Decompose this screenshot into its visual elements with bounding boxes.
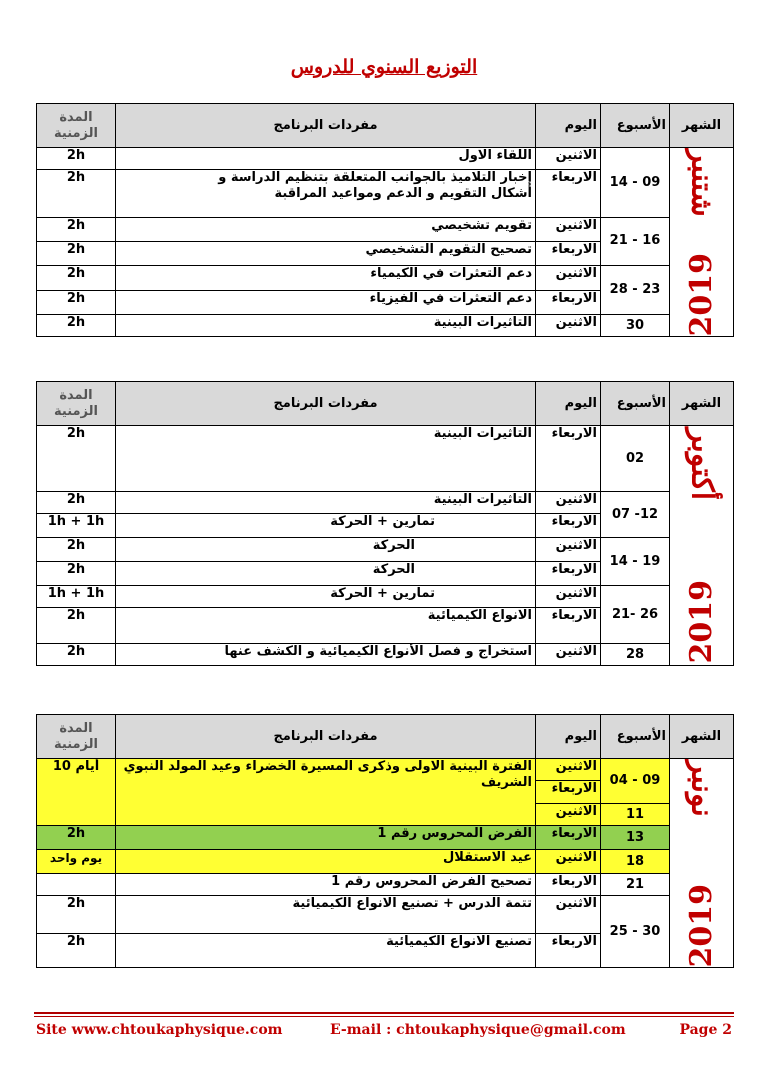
header-month: الشهر	[670, 104, 734, 148]
header-week: الأسبوع	[601, 104, 670, 148]
duration-cell: 2h	[37, 426, 116, 492]
duration-cell: 2h	[37, 644, 116, 666]
day-cell: الاربعاء	[536, 934, 601, 968]
duration-cell: 2h	[37, 492, 116, 514]
month-year: 2019	[683, 883, 719, 967]
program-cell: تصحيح الفرض المحروس رقم 1	[116, 874, 536, 896]
program-cell: دعم التعثرات في الكيمياء	[116, 265, 536, 291]
week-cell: 30	[601, 315, 670, 337]
table-row	[37, 826, 734, 850]
day-cell: الاثنين	[536, 538, 601, 562]
program-cell: الانواع الكيميائية	[116, 608, 536, 644]
program-cell: تمارين + الحركة	[116, 586, 536, 608]
week-cell: 25 - 30	[601, 896, 670, 968]
week-cell: 28 - 23	[601, 265, 670, 315]
week-cell: 21	[601, 874, 670, 896]
day-cell: الاثنين	[536, 850, 601, 874]
program-cell: تقويم تشخيصي	[116, 218, 536, 242]
table-header-row	[37, 382, 734, 426]
table-row	[37, 850, 734, 874]
week-cell: 02	[601, 426, 670, 492]
month-year: 2019	[683, 252, 719, 336]
header-month: الشهر	[670, 382, 734, 426]
table-row	[37, 896, 734, 934]
table-row	[37, 148, 734, 170]
week-cell: 04 - 09	[601, 759, 670, 804]
page-title: التوزيع السنوي للدروس	[290, 56, 478, 78]
day-cell: الاثنين	[536, 492, 601, 514]
september-table	[36, 103, 734, 337]
table-row	[37, 644, 734, 666]
day-cell: الاربعاء	[536, 426, 601, 492]
header-day: اليوم	[536, 382, 601, 426]
header-program: مفردات البرنامج	[116, 715, 536, 759]
week-cell: 21- 26	[601, 586, 670, 644]
program-cell: إخبار التلاميذ بالجوانب المتعلقة بتنظيم الدراسة و أشكال التقويم و الدعم ومواعيد المراقبة	[116, 170, 536, 218]
program-cell: التاثيرات البينية	[116, 426, 536, 492]
month-cell	[670, 426, 734, 666]
table-header-row	[37, 715, 734, 759]
table-row	[37, 426, 734, 492]
day-cell: الاثنين	[536, 315, 601, 337]
day-cell: الاربعاء	[536, 608, 601, 644]
header-day: اليوم	[536, 104, 601, 148]
footer-divider	[34, 1012, 734, 1014]
program-cell: الحركة	[116, 538, 536, 562]
program-cell: التاثيرات البينية	[116, 492, 536, 514]
november-table	[36, 714, 734, 968]
day-cell: الاثنين	[536, 644, 601, 666]
day-cell: الاربعاء	[536, 874, 601, 896]
header-week: الأسبوع	[601, 382, 670, 426]
duration-cell: 1h + 1h	[37, 514, 116, 538]
header-week: الأسبوع	[601, 715, 670, 759]
month-name: أكتوبر	[684, 427, 720, 500]
duration-cell: 2h	[37, 148, 116, 170]
day-cell: الاثنين	[536, 804, 601, 826]
program-cell: تصنيع الانواع الكيميائية	[116, 934, 536, 968]
month-name: شتنبر	[684, 148, 720, 217]
day-cell: الاثنين	[536, 265, 601, 291]
program-cell: الفرض المحروس رقم 1	[116, 826, 536, 850]
day-cell: الاربعاء	[536, 781, 601, 804]
duration-cell	[37, 874, 116, 896]
week-cell: 28	[601, 644, 670, 666]
duration-cell: 2h	[37, 315, 116, 337]
header-duration: المدة الزمنية	[37, 715, 116, 759]
day-cell: الاثنين	[536, 759, 601, 781]
duration-cell: 2h	[37, 265, 116, 291]
week-cell: 18	[601, 850, 670, 874]
duration-cell: 10 أيام	[37, 759, 116, 826]
program-cell: دعم التعثرات في الفيزياء	[116, 291, 536, 315]
table-row	[37, 874, 734, 896]
duration-cell: 2h	[37, 218, 116, 242]
day-cell: الاثنين	[536, 218, 601, 242]
duration-cell: 2h	[37, 538, 116, 562]
duration-cell: 2h	[37, 608, 116, 644]
duration-cell: 2h	[37, 170, 116, 218]
header-month: الشهر	[670, 715, 734, 759]
duration-cell: يوم واحد	[37, 850, 116, 874]
october-table	[36, 381, 734, 666]
program-cell: تصحيح التقويم التشخيصي	[116, 241, 536, 265]
program-cell: تتمة الدرس + تصنيع الانواع الكيميائية	[116, 896, 536, 934]
duration-cell: 2h	[37, 291, 116, 315]
footer-page-number: Page 2	[679, 1022, 732, 1038]
day-cell: الاربعاء	[536, 170, 601, 218]
day-cell: الاثنين	[536, 148, 601, 170]
table-row	[37, 492, 734, 514]
week-cell: 13	[601, 826, 670, 850]
month-year: 2019	[683, 580, 719, 664]
program-cell: الحركة	[116, 562, 536, 586]
week-cell: 07 -12	[601, 492, 670, 538]
day-cell: الاربعاء	[536, 241, 601, 265]
week-cell: 14 - 09	[601, 148, 670, 218]
program-cell: تمارين + الحركة	[116, 514, 536, 538]
day-cell: الاربعاء	[536, 826, 601, 850]
header-duration: المدة الزمنية	[37, 104, 116, 148]
footer-email-link[interactable]: E-mail : chtoukaphysique@gmail.com	[330, 1022, 626, 1038]
day-cell: الاربعاء	[536, 562, 601, 586]
footer-site-link[interactable]: Site www.chtoukaphysique.com	[36, 1022, 283, 1038]
week-cell: 21 - 16	[601, 218, 670, 266]
day-cell: الاثنين	[536, 586, 601, 608]
duration-cell: 2h	[37, 934, 116, 968]
table-row	[37, 265, 734, 291]
month-name: نونبر	[684, 759, 720, 817]
duration-cell: 2h	[37, 826, 116, 850]
program-cell: عيد الاستقلال	[116, 850, 536, 874]
table-row	[37, 586, 734, 608]
table-row	[37, 315, 734, 337]
day-cell: الاربعاء	[536, 514, 601, 538]
duration-cell: 2h	[37, 241, 116, 265]
program-cell: استخراج و فصل الأنواع الكيميائية و الكشف عنها	[116, 644, 536, 666]
program-cell: التاثيرات البينية	[116, 315, 536, 337]
table-row	[37, 538, 734, 562]
footer-divider-thin	[34, 1016, 734, 1017]
week-cell: 14 - 19	[601, 538, 670, 586]
table-row	[37, 759, 734, 781]
duration-cell: 1h + 1h	[37, 586, 116, 608]
duration-cell: 2h	[37, 896, 116, 934]
header-duration: المدة الزمنية	[37, 382, 116, 426]
day-cell: الاربعاء	[536, 291, 601, 315]
program-cell: اللقاء الاول	[116, 148, 536, 170]
program-cell: الفترة البينية الاولى وذكرى المسيرة الخضراء وعيد المولد النبوي الشريف	[116, 759, 536, 826]
week-cell: 11	[601, 804, 670, 826]
header-day: اليوم	[536, 715, 601, 759]
day-cell: الاثنين	[536, 896, 601, 934]
duration-cell: 2h	[37, 562, 116, 586]
header-program: مفردات البرنامج	[116, 382, 536, 426]
header-program: مفردات البرنامج	[116, 104, 536, 148]
table-row	[37, 218, 734, 242]
month-cell	[670, 759, 734, 968]
month-cell	[670, 148, 734, 337]
table-header-row	[37, 104, 734, 148]
